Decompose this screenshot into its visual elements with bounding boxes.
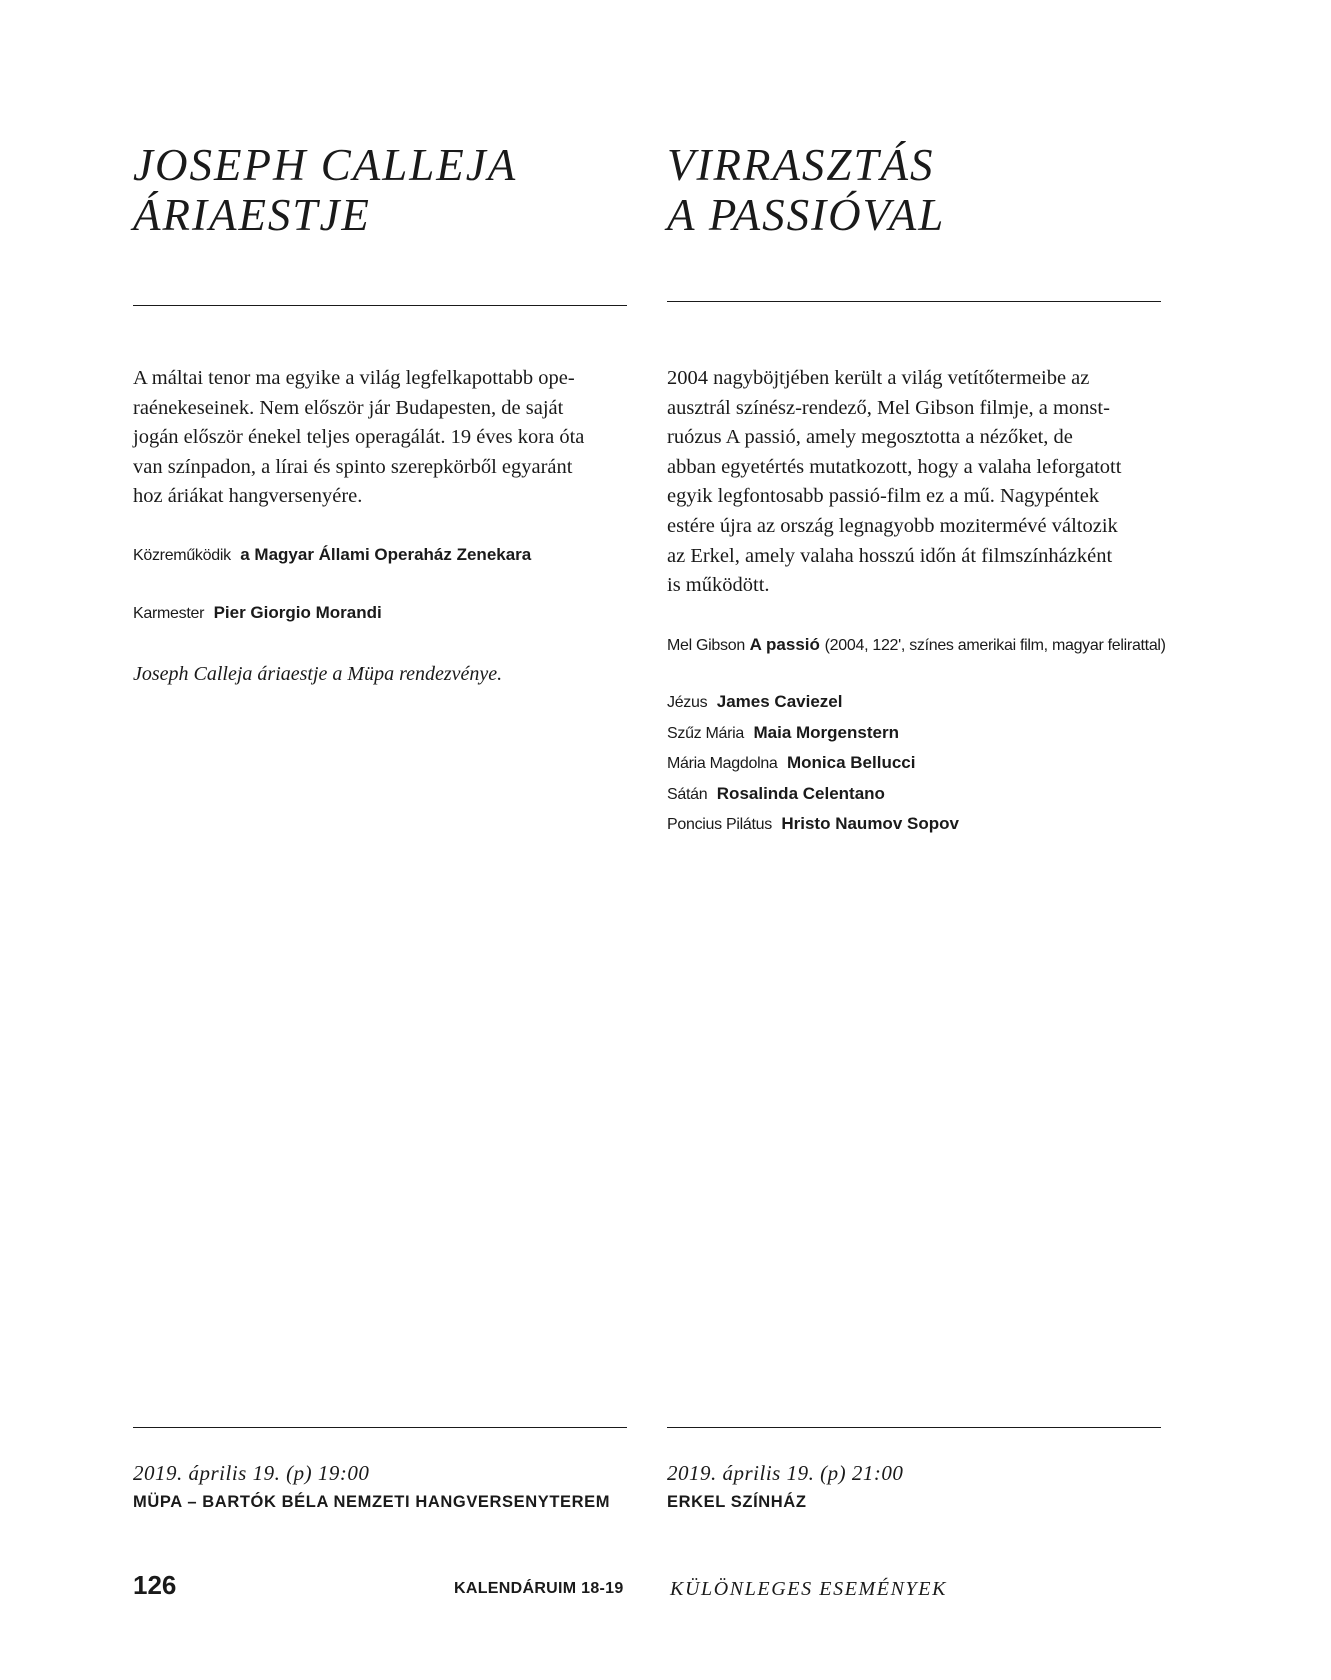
footer-section-title: KÜLÖNLEGES ESEMÉNYEK <box>670 1578 948 1600</box>
right-footer-divider <box>667 1427 1161 1428</box>
right-title-line: VIRRASZTÁS <box>667 140 935 190</box>
cast-item <box>667 718 959 749</box>
left-description-line: hoz áriákat hangversenyére. <box>133 485 363 508</box>
cast-name: Hristo Naumov Sopov <box>781 814 959 834</box>
right-description <box>667 364 1161 601</box>
left-description-line: van színpadon, a lírai és spinto szerepkörből egyaránt <box>133 455 573 478</box>
cast-name: Maia Morgenstern <box>753 722 899 742</box>
right-description-line: estére újra az ország legnagyobb mozitermévé változik <box>667 514 1118 537</box>
cast-list <box>667 687 959 840</box>
left-title-line: JOSEPH CALLEJA <box>133 140 518 190</box>
right-description-line: abban egyetértés mutatkozott, hogy a valaha leforgatott <box>667 455 1122 478</box>
right-description-line: egyik legfontosabb passió-film ez a mű. Nagypéntek <box>667 485 1100 508</box>
right-event-title <box>667 140 945 240</box>
left-event-venue: MÜPA – BARTÓK BÉLA NEMZETI HANGVERSENYTEREM <box>133 1493 611 1511</box>
left-description-line: raénekeseinek. Nem először jár Budapesten, de saját <box>133 396 564 419</box>
right-description-line: is működött. <box>667 574 770 597</box>
film-details: (2004, 122', színes amerikai film, magyar felirattal) <box>824 637 1166 654</box>
cast-item <box>667 687 959 718</box>
right-title-line: A PASSIÓVAL <box>667 190 946 240</box>
cast-name: Monica Bellucci <box>786 753 916 773</box>
left-event-title <box>133 140 517 240</box>
left-credit-conductor <box>133 598 382 629</box>
right-film-info <box>667 630 1166 661</box>
right-title-divider <box>667 301 1161 302</box>
credit-name: Pier Giorgio Morandi <box>213 603 382 622</box>
left-description-line: A máltai tenor ma egyike a világ legfelkapottabb ope- <box>133 367 575 389</box>
cast-item <box>667 748 959 779</box>
cast-role: Poncius Pilátus <box>667 816 772 834</box>
left-title-divider <box>133 305 627 306</box>
film-title: A passió <box>749 635 820 654</box>
right-event-date: 2019. április 19. (p) 21:00 <box>667 1461 904 1485</box>
right-description-line: ausztrál színész-rendező, Mel Gibson filmje, a monst- <box>667 396 1110 419</box>
cast-role: Jézus <box>667 694 708 711</box>
footer-brand: KALENDÁRUIM 18-19 <box>454 1580 624 1597</box>
cast-role: Sátán <box>667 785 708 803</box>
left-event-date: 2019. április 19. (p) 19:00 <box>133 1461 370 1485</box>
right-description-line: ruózus A passió, amely megosztotta a nézőket, de <box>667 426 1073 449</box>
left-organizer-note: Joseph Calleja áriaestje a Müpa rendezvénye. <box>133 663 503 685</box>
right-description-line: 2004 nagyböjtjében került a világ vetítőtermeibe az <box>667 367 1090 389</box>
credit-role: Közreműködik <box>133 547 231 564</box>
left-title-line: ÁRIAESTJE <box>133 190 371 240</box>
credit-name: a Magyar Állami Operaház Zenekara <box>240 545 532 564</box>
cast-item <box>667 779 959 810</box>
left-credit-performer <box>133 540 531 571</box>
cast-name: James Caviezel <box>716 692 843 711</box>
right-description-line: az Erkel, amely valaha hosszú időn át filmszínházként <box>667 544 1113 567</box>
film-director: Mel Gibson <box>667 637 745 654</box>
page-number: 126 <box>133 1570 177 1600</box>
left-footer-divider <box>133 1427 627 1428</box>
right-event-venue: ERKEL SZÍNHÁZ <box>667 1493 807 1511</box>
cast-role: Szűz Mária <box>667 724 745 742</box>
credit-role: Karmester <box>133 605 205 622</box>
cast-role: Mária Magdolna <box>667 755 778 773</box>
left-description-line: jogán először énekel teljes operagálát. 19 éves kora óta <box>133 426 585 449</box>
left-description <box>133 364 627 512</box>
cast-item <box>667 809 959 840</box>
cast-name: Rosalinda Celentano <box>716 783 885 803</box>
